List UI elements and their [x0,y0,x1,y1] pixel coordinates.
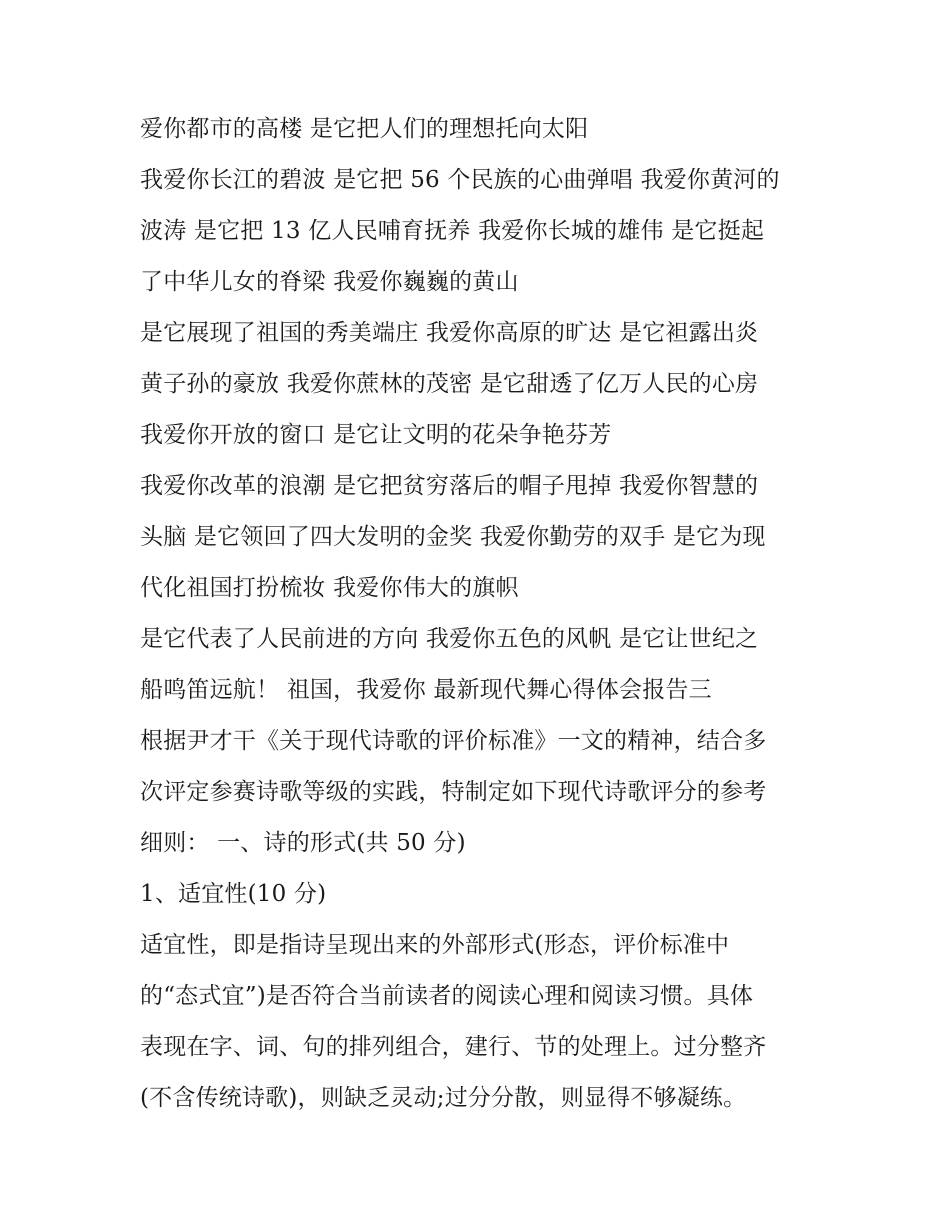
text-line: 了中华儿女的脊梁 我爱你巍巍的黄山 [140,269,519,295]
text-line: 我爱你长江的碧波 是它把 56 个民族的心曲弹唱 我爱你黄河的 [140,167,780,193]
text-line: (不含传统诗歌)，则缺乏灵动;过分分散，则显得不够凝练。 [140,1085,747,1111]
text-line: 船鸣笛远航！ 祖国，我爱你 最新现代舞心得体会报告三 [140,677,712,703]
text-line: 我爱你改革的浪潮 是它把贫穷落后的帽子甩掉 我爱你智慧的 [140,473,759,499]
text-line: 是它代表了人民前进的方向 我爱你五色的风帆 是它让世纪之 [140,626,759,652]
text-line: 根据尹才干《关于现代诗歌的评价标准》一文的精神，结合多 [140,728,767,754]
text-line: 次评定参赛诗歌等级的实践，特制定如下现代诗歌评分的参考 [140,779,767,805]
text-line: 是它展现了祖国的秀美端庄 我爱你高原的旷达 是它袒露出炎 [140,320,759,346]
text-line: 爱你都市的高楼 是它把人们的理想托向太阳 [140,116,589,142]
text-line: 的“态式宜”)是否符合当前读者的阅读心理和阅读习惯。具体 [140,983,754,1009]
body-text [140,108,820,1128]
text-line: 代化祖国打扮梳妆 我爱你伟大的旗帜 [140,575,519,601]
text-line: 我爱你开放的窗口 是它让文明的花朵争艳芬芳 [140,422,612,448]
text-line: 头脑 是它领回了四大发明的金奖 我爱你勤劳的双手 是它为现 [140,524,766,550]
text-line: 黄子孙的豪放 我爱你蔗林的茂密 是它甜透了亿万人民的心房 [140,371,759,397]
subsection-heading: 1、适宜性(10 分) [140,881,327,907]
section-heading: 细则： 一、诗的形式(共 50 分) [140,830,466,856]
text-line: 波涛 是它把 13 亿人民哺育抚养 我爱你长城的雄伟 是它挺起 [140,218,765,244]
text-line: 表现在字、词、句的排列组合，建行、节的处理上。过分整齐 [140,1034,767,1060]
text-line: 适宜性，即是指诗呈现出来的外部形式(形态，评价标准中 [140,932,730,958]
